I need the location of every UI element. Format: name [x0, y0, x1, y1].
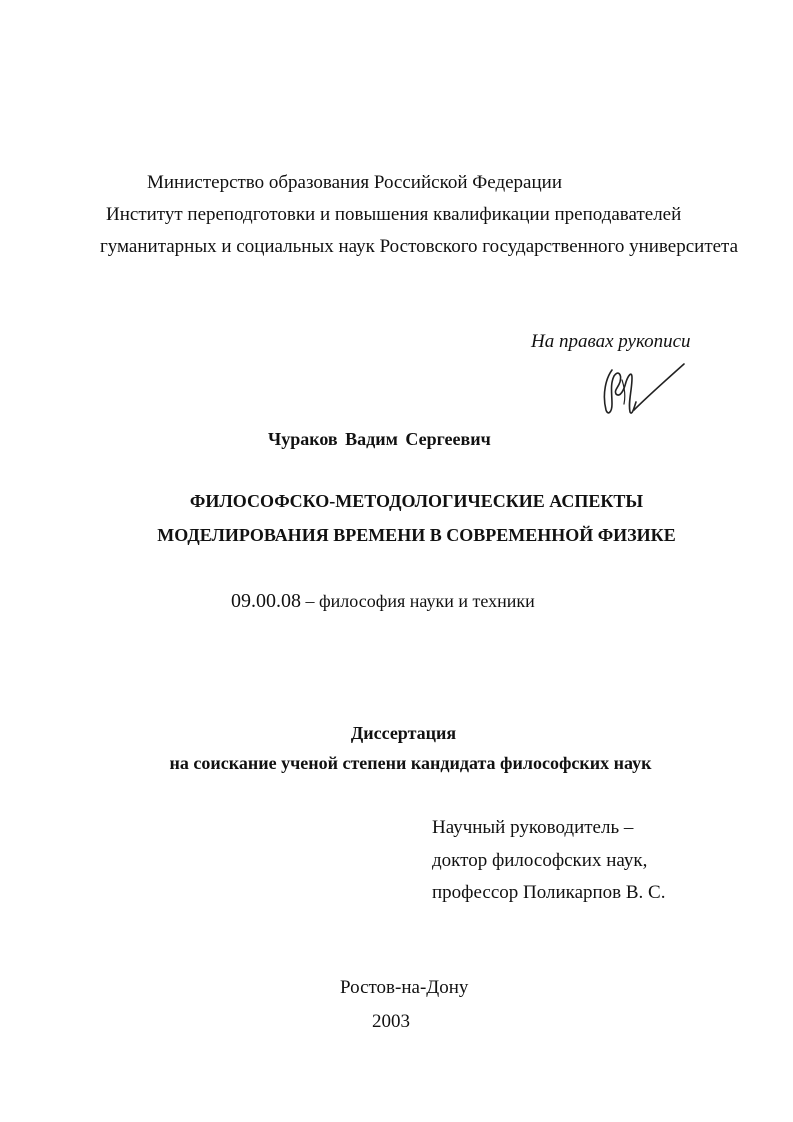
city: Ростов-на-Дону: [340, 977, 469, 998]
specialty-code: 09.00.08: [231, 590, 301, 612]
author-name: Чураков Вадим Сергеевич: [268, 429, 491, 449]
signature-icon: [598, 360, 690, 420]
specialty-name: – философия науки и техники: [301, 591, 535, 611]
degree-line: на соискание ученой степени кандидата философских наук: [169, 753, 652, 773]
institute-line-1: Институт переподготовки и повышения квалификации преподавателей: [106, 204, 682, 225]
advisor-line-1: Научный руководитель –: [432, 817, 634, 838]
document-type: Диссертация: [350, 723, 457, 743]
specialty: [231, 590, 535, 612]
ministry-heading: Министерство образования Российской Федерации: [147, 172, 562, 193]
advisor-line-2: доктор философских наук,: [432, 850, 648, 871]
advisor-line-3: профессор Поликарпов В. С.: [432, 882, 666, 903]
manuscript-note: На правах рукописи: [531, 331, 691, 352]
dissertation-title-line-1: ФИЛОСОФСКО-МЕТОДОЛОГИЧЕСКИЕ АСПЕКТЫ: [189, 491, 644, 511]
institute-line-2: гуманитарных и социальных наук Ростовского государственного университета: [100, 236, 739, 257]
dissertation-title-line-2: МОДЕЛИРОВАНИЯ ВРЕМЕНИ В СОВРЕМЕННОЙ ФИЗИКЕ: [157, 525, 676, 545]
year: 2003: [372, 1011, 410, 1032]
